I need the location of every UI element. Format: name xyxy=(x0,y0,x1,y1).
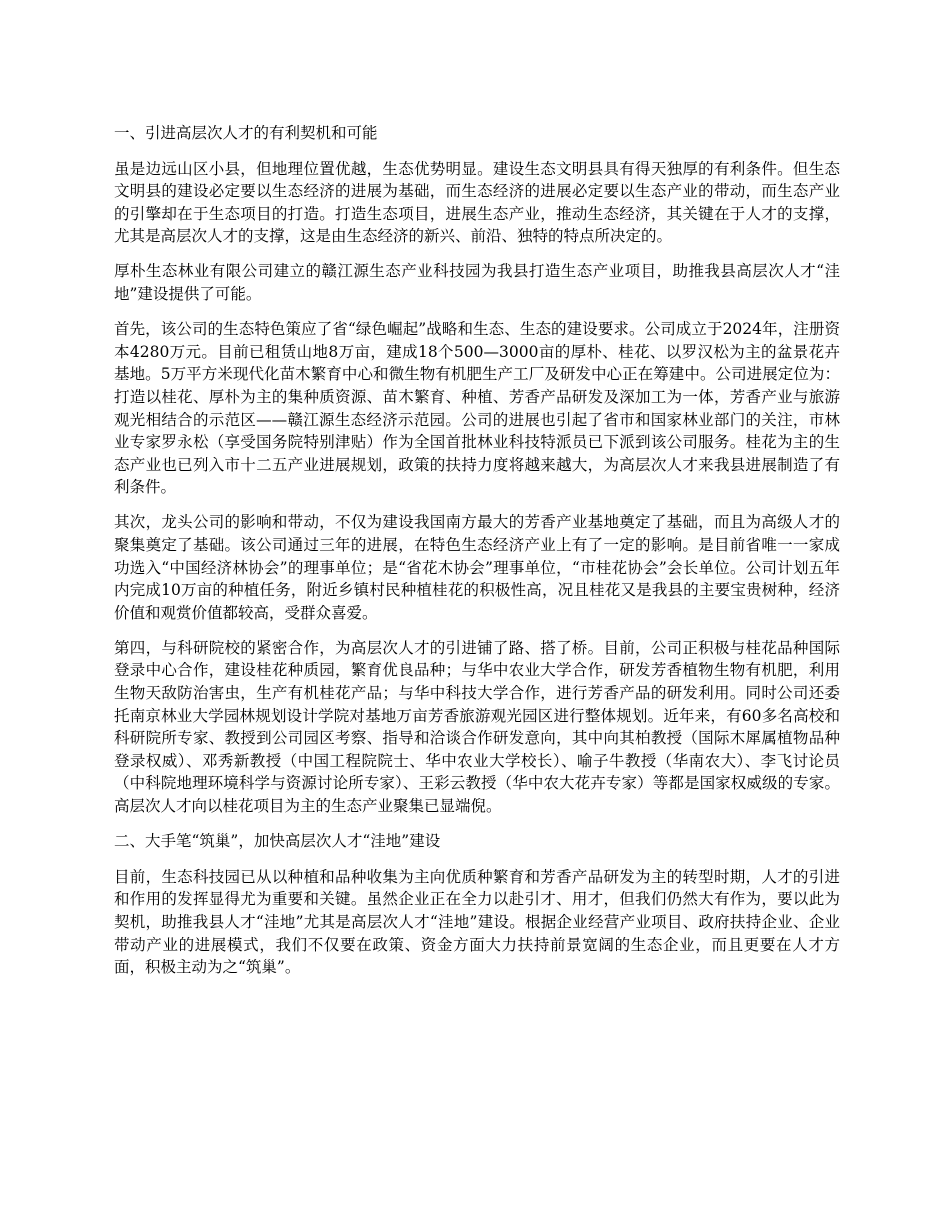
document-body xyxy=(114,122,840,991)
paragraph-fourth-point: 第四，与科研院校的紧密合作，为高层次人才的引进铺了路、搭了桥。目前，公司正积极与桂花品种国际登录中心合作，建设桂花种质园，繁育优良品种；与华中农业大学合作，研发芳香植物生物有机肥，利用生物天敌防治害虫，生产有机桂花产品；与华中科技大学合作，进行芳香产品的研发利用。同时公司还委托南京林业大学园林规划设计学院对基地万亩芳香旅游观光园区进行整体规划。近年来，有60多名高校和科研院所专家、教授到公司园区考察、指导和洽谈合作研发意向，其中向其柏教授（国际木犀属植物品种登录权威）、邓秀新教授（中国工程院院士、华中农业大学校长）、喻子牛教授（华南农大）、李飞讨论员（中科院地理环境科学与资源讨论所专家）、王彩云教授（华中农大花卉专家）等都是国家权威级的专家。高层次人才向以桂花项目为主的生态产业聚集已显端倪。 xyxy=(114,638,840,816)
section-heading-1: 一、引进高层次人才的有利契机和可能 xyxy=(114,124,378,142)
paragraph-first-point: 首先，该公司的生态特色策应了省“绿色崛起”战略和生态、生态的建设要求。公司成立于2024年，注册资本4280万元。目前已租赁山地8万亩，建成18个500—3000亩的厚朴、桂花、以罗汉松为主的盆景花卉基地。5万平方米现代化苗木繁育中心和微生物有机肥生产工厂及研发中心正在筹建中。公司进展定位为：打造以桂花、厚朴为主的集种质资源、苗木繁育、种植、芳香产品研发及深加工为一体，芳香产业与旅游观光相结合的示范区——赣江源生态经济示范园。公司的进展也引起了省市和国家林业部门的关注，市林业专家罗永松（享受国务院特别津贴）作为全国首批林业科技特派员已下派到该公司服务。桂花为主的生态产业也已列入市十二五产业进展规划，政策的扶持力度将越来越大，为高层次人才来我县进展制造了有利条件。 xyxy=(114,320,840,497)
paragraph-company-intro: 厚朴生态林业有限公司建立的赣江源生态产业科技园为我县打造生态产业项目，助推我县高层次人才“洼地”建设提供了可能。 xyxy=(114,262,840,304)
paragraph-location-advantage: 虽是边远山区小县，但地理位置优越，生态优势明显。建设生态文明县具有得天独厚的有利条件。但生态文明县的建设必定要以生态经济的进展为基础，而生态经济的进展必定要以生态产业的带动，而生态产业的引擎却在于生态项目的打造。打造生态项目，进展生态产业，推动生态经济，其关键在于人才的支撑，尤其是高层次人才的支撑，这是由生态经济的新兴、前沿、独特的特点所决定的。 xyxy=(114,159,840,246)
section-heading-2: 二、大手笔“筑巢”，加快高层次人才“洼地”建设 xyxy=(114,832,441,851)
paragraph-nest-building: 目前，生态科技园已从以种植和品种收集为主向优质种繁育和芳香产品研发为主的转型时期，人才的引进和作用的发挥显得尤为重要和关键。虽然企业正在全力以赴引才、用才，但我们仍然大有作为，要以此为契机，助推我县人才“洼地”尤其是高层次人才“洼地”建设。根据企业经营产业项目、政府扶持企业、企业带动产业的进展模式，我们不仅要在政策、资金方面大力扶持前景宽阔的生态企业，而且更要在人才方面，积极主动为之“筑巢”。 xyxy=(114,867,840,977)
paragraph-second-point: 其次，龙头公司的影响和带动，不仅为建设我国南方最大的芳香产业基地奠定了基础，而且为高级人才的聚集奠定了基础。该公司通过三年的进展，在特色生态经济产业上有了一定的影响。是目前省唯一一家成功选入“中国经济林协会”的理事单位；是“省花木协会”理事单位，“市桂花协会”会长单位。公司计划五年内完成10万亩的种植任务，附近乡镇村民种植桂花的积极性高，况且桂花又是我县的主要宝贵树种，经济价值和观赏价值都较高，受群众喜爱。 xyxy=(114,513,840,622)
